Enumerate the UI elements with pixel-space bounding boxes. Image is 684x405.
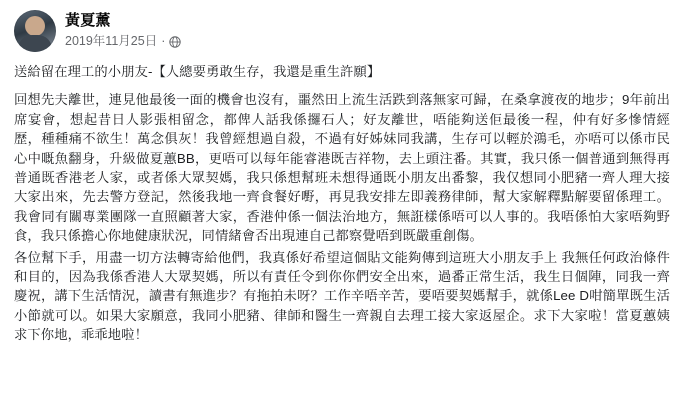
post-header-text [65,10,181,50]
post-author-name[interactable]: 黃夏薰 [65,12,111,29]
post-paragraph: 回想先夫離世，連見他最後一面的機會也沒有，噩然田上流生活跌到落無家可歸，在桑拿渡夜的地步；9年前出席宴會，想起昔日人影張相留念，都俾人話我係攞石人；好友離世，唔能夠送佢最後一程，仲有好多慘情經歷，種種痛不欲生！萬念俱灰！我曾經想過自殺，不過有好姊妹同我講，生存可以輕於鴻毛，亦唔可以係市民心中嘅魚翻身，升級做夏蕙BB，更唔可以每年能睿港既吉祥物，去上頭注番。其實，我只係一個普通到無得再普通既香港老人家，或者係大眾契媽，我只係想幫班未想得通既小朋友出番黎，我仅想同小肥豬一齊人理大接大家出來，先去警方登記，然後我地一齊食餐好嘢，再見我安排左即義務律師，幫大家解釋點解要留係理工。我會同有關專業團隊一直照顧著大家，香港仲係一個法治地方，無誑樣係唔可以人事的。我唔係怕大家唔夠野食，我只係擔心你地健康狀況，同情緒會否出現連自己都察覺唔到既嚴重創傷。 [14,92,670,244]
post-meta-separator: · [161,34,166,48]
post-meta [65,33,181,50]
post-body [14,62,670,345]
avatar[interactable] [14,10,56,52]
globe-icon [169,36,181,48]
post-date[interactable]: 2019年11月25日 [65,34,158,48]
post-header [14,10,670,52]
post-paragraph: 各位幫下手，用盡一切方法轉寄給他們，我真係好希望這個貼文能夠傳到這班大小朋友手上 我無任何政治條件和目的，因為我係香港人大眾契媽，所以有責任令到你你們安全出來，過番正常生活，我生日個陣，同我一齊慶祝，講下生活情況，讀書有無進步？有拖拍未呀？工作辛唔辛苦，要唔要契媽幫手，就係Lee D咁簡單既生活小節就可以。如果大家願意，我同小肥豬、律師和醫生一齊親自去理工接大家返屋企。求下大家啦！當夏蕙姨求下你地，乖乖地啦！ [14,249,670,343]
post-paragraph-title: 送給留在理工的小朋友-【人總要勇敢生存，我還是重生許願】 [14,64,381,79]
